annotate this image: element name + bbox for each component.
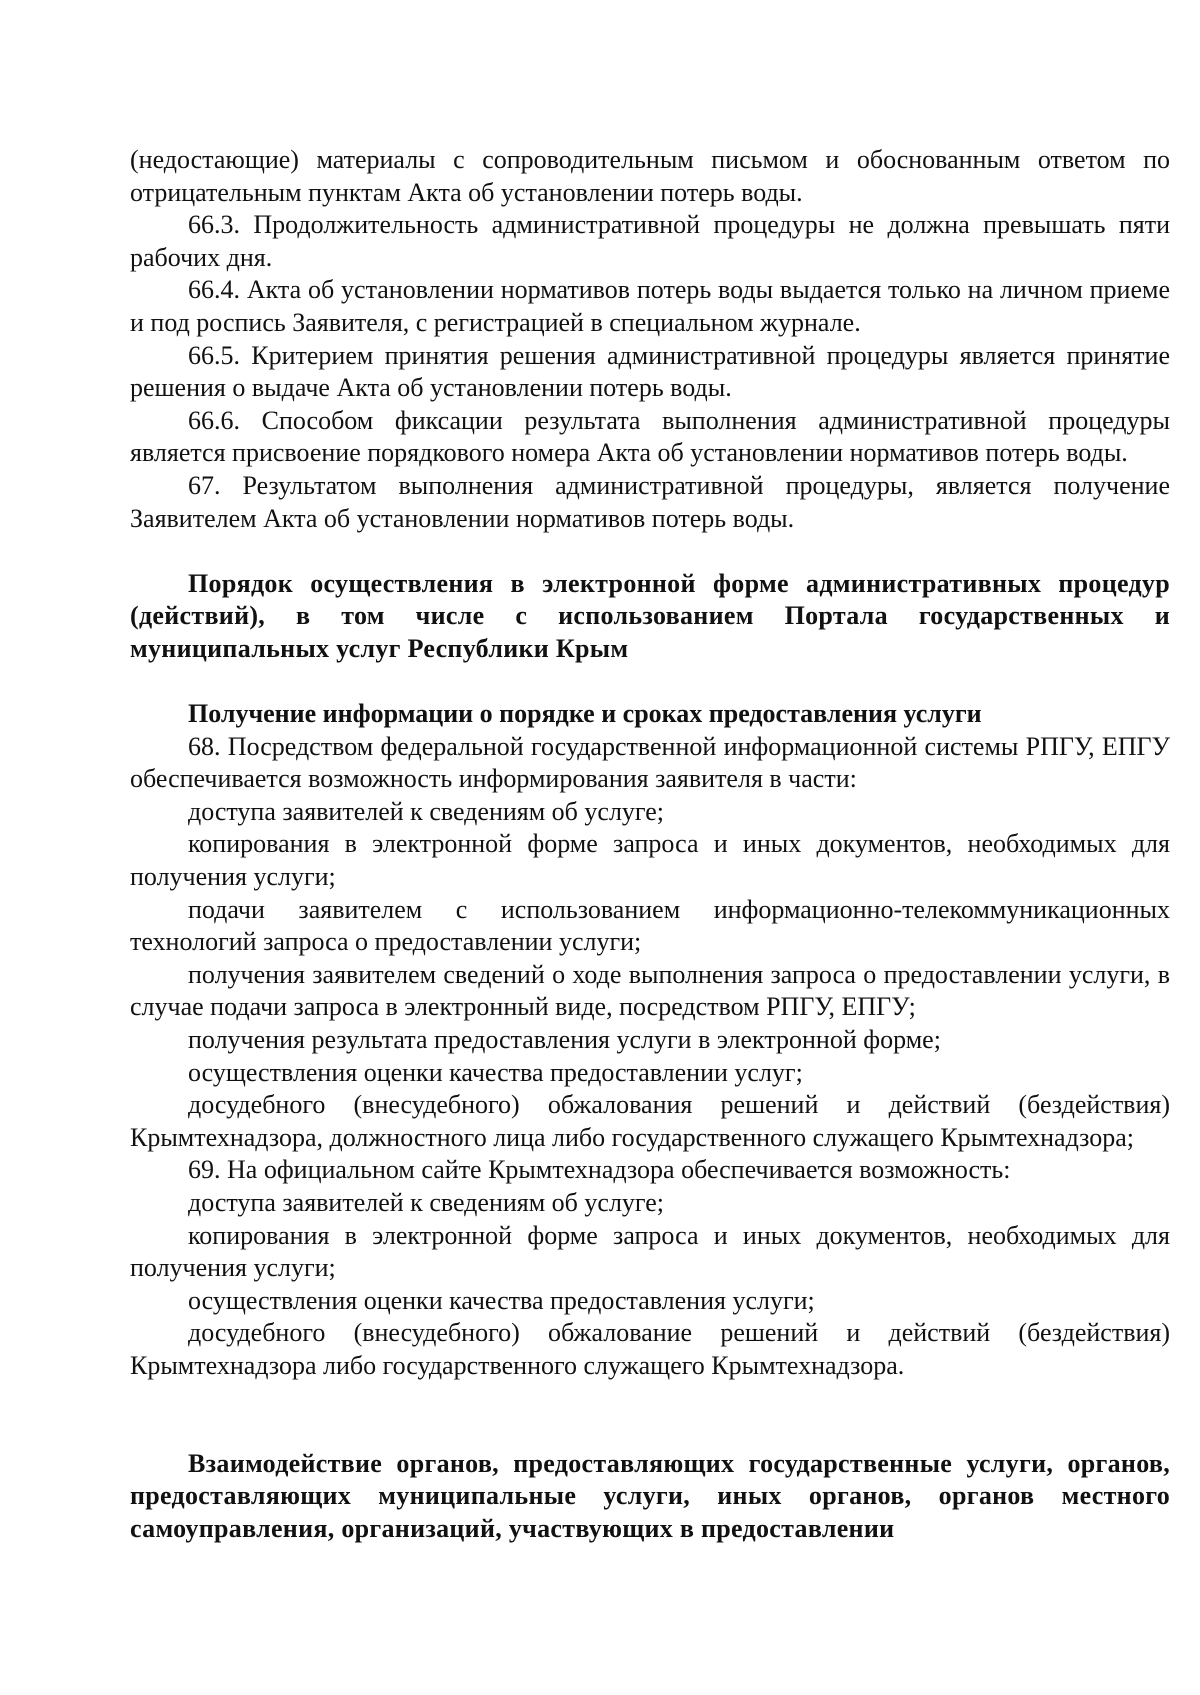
list-item: копирования в электронной форме запроса и иных документов, необходимых для получения услуги; — [130, 1220, 1170, 1283]
section-heading-interaction: Взаимодействие органов, предоставляющих государственные услуги, органов, предоставляющих муниципальные услуги, иных органов, органов местного самоуправления, организаций, участвующих в предоставлении — [130, 1448, 1170, 1543]
paragraph-66-5: 66.5. Критерием принятия решения административной процедуры является принятие решения о выдаче Акта об установлении потерь воды. — [130, 340, 1170, 403]
paragraph-68: 68. Посредством федеральной государственной информационной системы РПГУ, ЕПГУ обеспечивается возможность информирования заявителя в части: — [130, 731, 1170, 794]
paragraph-67: 67. Результатом выполнения административной процедуры, является получение Заявителем Акта об установлении нормативов потерь воды. — [130, 470, 1170, 533]
spacer — [130, 666, 1170, 699]
section-heading-electronic-procedures: Порядок осуществления в электронной форме административных процедур (действий), в том числе с использованием Портала государственных и муниципальных услуг Республики Крым — [130, 568, 1170, 663]
list-item: доступа заявителей к сведениям об услуге; — [188, 796, 665, 826]
list-item: доступа заявителей к сведениям об услуге; — [188, 1188, 665, 1217]
list-item: получения заявителем сведений о ходе выполнения запроса о предоставлении услуги, в случае подачи запроса в электронный виде, посредством РПГУ, ЕПГУ; — [130, 959, 1170, 1022]
paragraph-69: 69. На официальном сайте Крымтехнадзора обеспечивается возможность: — [188, 1155, 1011, 1185]
list-item: досудебного (внесудебного) обжалования решений и действий (бездействия) Крымтехнадзора, должностного лица либо государственного служащего Крымтехнадзора; — [130, 1090, 1170, 1152]
list-item: подачи заявителем с использованием информационно-телекоммуникационных технологий запроса о предоставлении услуги; — [130, 894, 1170, 957]
list-item: осуществления оценки качества предоставлении услуг; — [188, 1057, 803, 1087]
list-item: досудебного (внесудебного) обжалование решений и действий (бездействия) Крымтехнадзора либо государственного служащего Крымтехнадзора. — [130, 1318, 1170, 1380]
subsection-heading-information: Получение информации о порядке и сроках предоставления услуги — [188, 699, 982, 729]
paragraph-66-6: 66.6. Способом фиксации результата выполнения административной процедуры является присвоение порядкового номера Акта об установлении нормативов потерь воды. — [130, 405, 1170, 468]
spacer — [130, 535, 1170, 568]
list-item: копирования в электронной форме запроса и иных документов, необходимых для получения услуги; — [130, 829, 1170, 892]
paragraph-66-4: 66.4. Акта об установлении нормативов потерь воды выдается только на личном приеме и под роспись Заявителя, с регистрацией в специальном журнале. — [130, 275, 1170, 337]
list-item: получения результата предоставления услуги в электронной форме; — [188, 1025, 941, 1055]
paragraph: (недостающие) материалы с сопроводительным письмом и обоснованным ответом по отрицательным пунктам Акта об установлении потерь воды. — [130, 145, 1170, 207]
spacer — [130, 1383, 1170, 1448]
paragraph-66-3: 66.3. Продолжительность административной процедуры не должна превышать пяти рабочих дня. — [130, 210, 1170, 272]
list-item: осуществления оценки качества предоставления услуги; — [188, 1285, 815, 1315]
document-page — [130, 144, 1170, 1545]
